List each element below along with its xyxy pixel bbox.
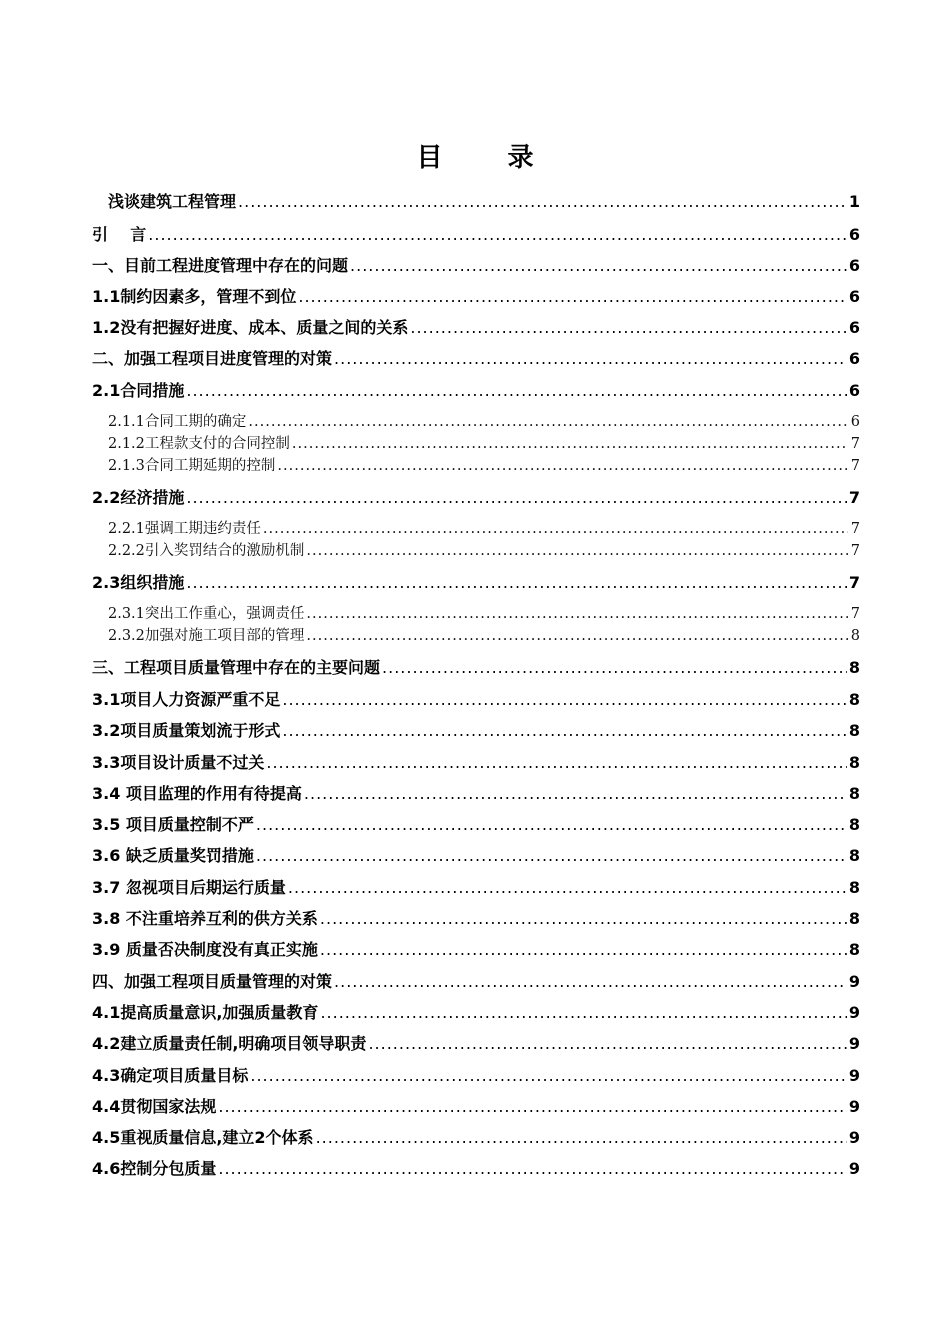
toc-entry-label: 2.2经济措施 [92, 488, 185, 507]
toc-title: 目 录 [416, 143, 562, 173]
toc-entry[interactable] [92, 383, 860, 399]
toc-leader [350, 258, 847, 274]
toc-entry-label: 4.3确定项目质量目标 [92, 1066, 249, 1085]
toc-leader [410, 320, 847, 336]
toc-entry-label: 4.6控制分包质量 [92, 1159, 217, 1178]
toc-leader [298, 289, 847, 305]
toc-entry[interactable] [92, 786, 860, 802]
toc-leader [186, 383, 847, 399]
toc-entry-page: 8 [848, 909, 860, 928]
toc-entry-page: 8 [848, 815, 860, 834]
toc-entry[interactable] [92, 1068, 860, 1084]
toc-leader [316, 1130, 847, 1146]
toc-entry-page: 7 [848, 488, 860, 507]
toc-entry[interactable] [92, 1130, 860, 1146]
toc-entry-label: 3.8 不注重培养互利的供方关系 [92, 909, 318, 928]
toc-entry-label: 4.1提高质量意识,加强质量教育 [92, 1003, 319, 1022]
toc-leader [292, 437, 848, 452]
toc-entry-page: 7 [848, 573, 860, 592]
toc-leader [256, 817, 847, 833]
toc-leader [306, 629, 848, 644]
toc-entry-page: 8 [848, 690, 860, 709]
toc-entry[interactable] [92, 660, 860, 676]
toc-entry-label: 一、目前工程进度管理中存在的问题 [92, 256, 349, 275]
toc-entry-label: 4.5重视质量信息,建立2个体系 [92, 1128, 314, 1147]
toc-entry-label: 2.1合同措施 [92, 381, 185, 400]
toc-entry-page: 6 [848, 256, 860, 275]
toc-entry-page: 8 [848, 878, 860, 897]
toc-leader [218, 1099, 847, 1115]
toc-entry-label: 4.4贯彻国家法规 [92, 1097, 217, 1116]
toc-leader [334, 351, 847, 367]
toc-leader [306, 544, 848, 559]
toc-entry[interactable] [92, 755, 860, 771]
toc-entry-page: 7 [850, 436, 860, 452]
toc-entry-label: 四、加强工程项目质量管理的对策 [92, 972, 333, 991]
toc-entry-page: 8 [848, 753, 860, 772]
toc-entry-page: 9 [848, 972, 860, 991]
toc-leader [368, 1036, 846, 1052]
toc-entry-label: 3.3项目设计质量不过关 [92, 753, 265, 772]
toc-leader [320, 911, 847, 927]
toc-leader [282, 692, 847, 708]
toc-leader [256, 848, 847, 864]
toc-entry-label: 2.3.1突出工作重心，强调责任 [108, 606, 305, 622]
toc-entry-label: 3.5 项目质量控制不严 [92, 815, 254, 834]
toc-entry-label: 2.2.1强调工期违约责任 [108, 521, 261, 537]
toc-leader [306, 607, 848, 622]
toc-entry-page: 6 [848, 381, 860, 400]
toc-entry-page: 8 [850, 628, 860, 644]
toc-entry-label: 2.1.1合同工期的确定 [108, 414, 247, 430]
toc-entry[interactable] [92, 692, 860, 708]
toc-entry-page: 6 [848, 318, 860, 337]
toc-entry[interactable] [108, 437, 860, 452]
toc-leader [250, 1068, 847, 1084]
toc-entry-page: 8 [848, 784, 860, 803]
toc-leader [288, 880, 847, 896]
toc-entry[interactable] [92, 1036, 860, 1052]
toc-entry[interactable] [108, 415, 860, 430]
toc-entry[interactable] [108, 194, 860, 210]
toc-entry-page: 9 [848, 1128, 860, 1147]
toc-entry[interactable] [108, 522, 860, 537]
toc-leader [320, 942, 847, 958]
toc-entry-page: 6 [850, 414, 860, 430]
toc-entry[interactable] [92, 974, 860, 990]
toc-leader [148, 227, 847, 243]
toc-entry-label: 2.1.2工程款支付的合同控制 [108, 436, 290, 452]
toc-entry-page: 7 [850, 458, 860, 474]
toc-entry-page: 6 [848, 287, 860, 306]
toc-entry-label: 二、加强工程项目进度管理的对策 [92, 349, 333, 368]
toc-entry[interactable] [92, 575, 860, 591]
toc-entry[interactable] [108, 544, 860, 559]
toc-entry-label: 三、工程项目质量管理中存在的主要问题 [92, 658, 381, 677]
toc-entry-page: 7 [850, 543, 860, 559]
toc-entry[interactable] [92, 848, 860, 864]
toc-entry-page: 9 [848, 1003, 860, 1022]
toc-leader [238, 194, 847, 210]
toc-entry-label: 引 言 [92, 225, 147, 244]
toc-entry[interactable] [92, 1005, 860, 1021]
toc-entry-label: 浅谈建筑工程管理 [108, 192, 237, 211]
toc-entry-page: 9 [848, 1097, 860, 1116]
toc-leader [263, 522, 848, 537]
toc-entry-page: 9 [848, 1034, 860, 1053]
toc-entry[interactable] [92, 351, 860, 367]
toc-entry[interactable] [92, 880, 860, 896]
toc-entry-page: 7 [850, 521, 860, 537]
toc-entry-page: 8 [848, 846, 860, 865]
toc-entry[interactable] [108, 607, 860, 622]
toc-entry-label: 2.3.2加强对施工项目部的管理 [108, 628, 305, 644]
toc-entry-label: 2.1.3合同工期延期的控制 [108, 458, 276, 474]
toc-entry[interactable] [92, 320, 860, 336]
toc-entry[interactable] [108, 459, 860, 474]
toc-entry[interactable] [108, 629, 860, 644]
toc-entry-page: 8 [848, 658, 860, 677]
toc-entry[interactable] [92, 289, 860, 305]
toc-entry[interactable] [92, 258, 860, 274]
toc-leader [282, 723, 847, 739]
toc-entry-label: 1.2没有把握好进度、成本、质量之间的关系 [92, 318, 409, 337]
toc-entry[interactable] [92, 817, 860, 833]
toc-entry-page: 9 [848, 1159, 860, 1178]
toc-entry[interactable] [92, 723, 860, 739]
toc-entry-label: 3.6 缺乏质量奖罚措施 [92, 846, 254, 865]
toc-entry-label: 3.2项目质量策划流于形式 [92, 721, 281, 740]
toc-entry[interactable] [92, 1161, 860, 1177]
toc-leader [186, 490, 847, 506]
toc-leader [266, 755, 847, 771]
toc-entry-label: 2.3组织措施 [92, 573, 185, 592]
toc-entry[interactable] [92, 227, 860, 243]
toc-entry-page: 1 [848, 192, 860, 211]
toc-leader [320, 1005, 846, 1021]
toc-leader [248, 415, 848, 430]
toc-entry-label: 3.9 质量否决制度没有真正实施 [92, 940, 318, 959]
toc-leader [186, 575, 847, 591]
toc-entry-page: 8 [848, 940, 860, 959]
toc-entry-page: 8 [848, 721, 860, 740]
toc-leader [334, 974, 847, 990]
toc-entry-label: 3.4 项目监理的作用有待提高 [92, 784, 302, 803]
toc-entry[interactable] [92, 942, 860, 958]
toc-entry-label: 4.2建立质量责任制,明确项目领导职责 [92, 1034, 367, 1053]
toc-entry[interactable] [92, 911, 860, 927]
toc-entry-label: 2.2.2引入奖罚结合的激励机制 [108, 543, 305, 559]
toc-leader [382, 660, 847, 676]
toc-leader [277, 459, 848, 474]
toc-entry[interactable] [92, 490, 860, 506]
toc-entry-label: 1.1制约因素多，管理不到位 [92, 287, 297, 306]
toc-entry-label: 3.7 忽视项目后期运行质量 [92, 878, 286, 897]
toc-entry-page: 7 [850, 606, 860, 622]
toc-entry-label: 3.1项目人力资源严重不足 [92, 690, 281, 709]
toc-entry[interactable] [92, 1099, 860, 1115]
toc-entry-page: 9 [848, 1066, 860, 1085]
toc-leader [218, 1161, 847, 1177]
toc-entry-page: 6 [848, 349, 860, 368]
toc-entry-page: 6 [848, 225, 860, 244]
toc-leader [304, 786, 847, 802]
